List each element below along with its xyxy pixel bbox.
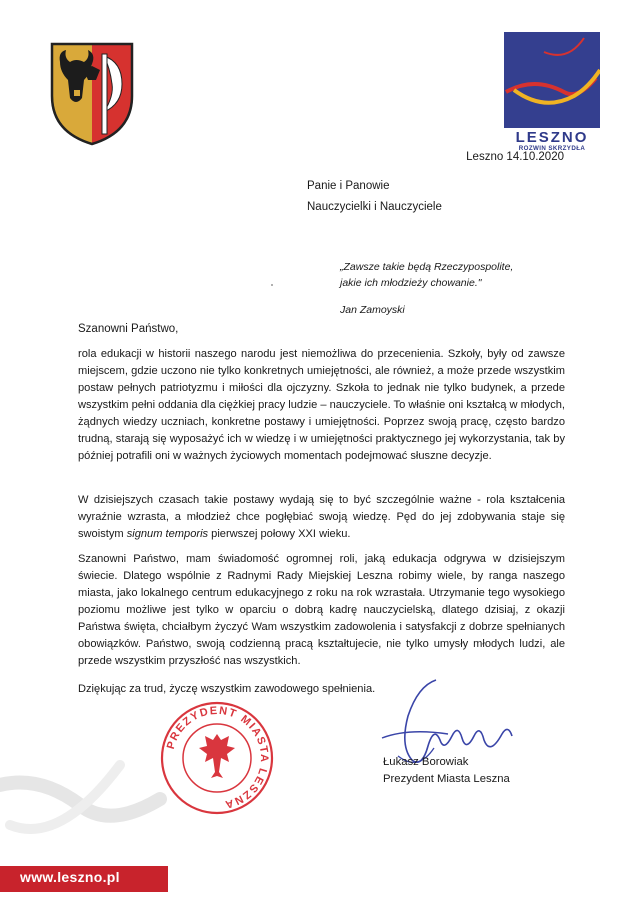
signer-title: Prezydent Miasta Leszna	[383, 773, 510, 785]
paragraph-1: rola edukacji w historii naszego narodu jest niemożliwa do przecenienia. Szkoły, były od zawsze miejscem, gdzie uczono nie tylko konkretnych umiejętności, ale również, a może przede wszystkim postaw pełnych patriotyzmu i miłości dla ojczyzny. Szkoła to jednak nie tylko budynek, a przede wszystkim pełni oddania dla ciężkiej pracy ludzie – nauczyciele. To właśnie oni kształcą w młodych, żądnych wiedzy uczniach, konkretne postawy i umiejętności. Poprzez swoją pracę, często bardzo trudną, starają się wyposażyć ich w wiedzę i w umiejętności praktycznego jej wykorzystania, tak by później potrafili oni w ważnych życiowych momentach podejmować słuszne decyzje.	[78, 348, 565, 462]
leszno-coat-of-arms	[46, 40, 138, 148]
quote-line-2: jakie ich młodzieży chowanie."	[340, 277, 482, 289]
quote-line-1: „Zawsze takie będą Rzeczypospolite,	[340, 261, 514, 273]
logo-word: LESZNO	[515, 129, 589, 146]
logo-tagline: ROZWIN SKRZYDŁA	[518, 145, 586, 152]
greeting: Szanowni Państwo,	[78, 323, 179, 335]
epigraph-quote	[340, 259, 513, 291]
addressee	[307, 176, 442, 218]
paragraph-3: Szanowni Państwo, mam świadomość ogromnej roli, jaką edukacja odgrywa w dzisiejszym świecie. Dlatego wspólnie z Radnymi Rady Miejskiej Leszna robimy wiele, by ranga naszego miasta, jako lokalnego centrum edukacyjnego z roku na rok wzrastała. Utrzymanie tego wysokiego poziomu możliwe jest tylko w oparciu o dobrą kadrę nauczycielską, dlatego dzisiaj, z okazji Państwa święta, chciałbym życzyć Wam wszystkim zadowolenia i satysfakcji z dobrze spełnianych obowiązków. Państwo, swoją codzienną pracą kształtujecie, nie tylko umysły młodych ludzi, ale przede wszystkim przyszłość nas wszystkich.	[78, 553, 565, 667]
letter-date: Leszno 14.10.2020	[466, 151, 564, 163]
paragraph-2-latin-phrase: signum temporis	[126, 528, 209, 540]
footer-website-link[interactable]: www.leszno.pl	[20, 869, 120, 885]
decorative-wing-swoosh	[0, 745, 170, 860]
closing-line: Dziękując za trud, życzę wszystkim zawodowego spełnienia.	[78, 683, 376, 695]
paragraph-2	[78, 492, 565, 543]
official-stamp	[159, 700, 275, 816]
signer-name: Łukasz Borowiak	[383, 756, 469, 768]
addressee-line-2: Nauczycielki i Nauczyciele	[307, 201, 442, 213]
logo-mark	[504, 32, 600, 128]
leszno-logo	[504, 32, 600, 152]
paragraph-2-text-a: W dzisiejszych czasach takie postawy wydają się to być szczególnie ważne - rola kształcenia wyraźnie wzrasta, a młodzież chce pogłębiać swoją wiedzę. Pęd do jej zdobywania staje się swoistym	[78, 494, 565, 540]
quote-author: Jan Zamoyski	[340, 304, 405, 316]
addressee-line-1: Panie i Panowie	[307, 180, 390, 192]
scan-speck	[271, 284, 273, 286]
paragraph-2-text-b: pierwszej połowy XXI wieku.	[208, 528, 351, 540]
signer-block	[383, 754, 510, 788]
svg-text:PREZYDENT MIASTA LESZNA: PREZYDENT MIASTA LESZNA	[164, 704, 271, 811]
